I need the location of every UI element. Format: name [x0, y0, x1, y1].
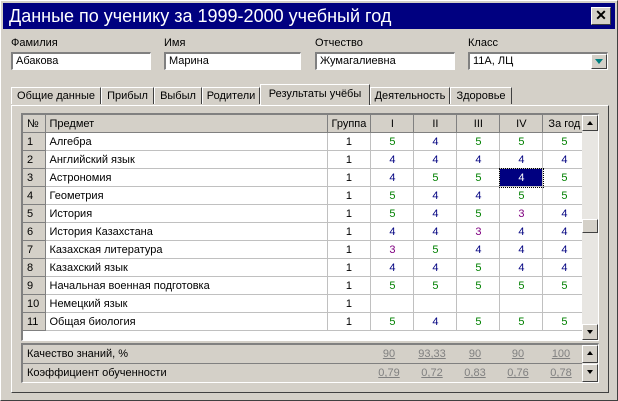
class-select-value: 11А, ЛЦ [473, 55, 514, 67]
subject-cell[interactable]: Казахский язык [45, 259, 327, 277]
col-header-year[interactable]: За год [543, 115, 586, 133]
tab-parents[interactable]: Родители [202, 87, 260, 104]
grid-scrollbar[interactable] [582, 115, 598, 340]
row-num: 8 [23, 259, 45, 277]
summary-value: 90 [511, 348, 525, 360]
table-row [23, 151, 586, 169]
grades-table [23, 115, 586, 331]
summary-row-quality [23, 345, 583, 364]
grade-cell[interactable]: 4 [543, 151, 586, 169]
group-cell[interactable]: 1 [327, 295, 371, 313]
grade-cell[interactable] [457, 295, 500, 313]
grade-cell[interactable] [414, 295, 457, 313]
table-row [23, 133, 586, 151]
summary-label: Коэффициент обученности [27, 367, 167, 379]
grade-cell[interactable] [500, 295, 543, 313]
row-num: 6 [23, 223, 45, 241]
tab-health[interactable]: Здоровье [450, 87, 512, 104]
col-header-q3[interactable]: III [457, 115, 500, 133]
patronymic-field[interactable]: Жумагалиевна [315, 52, 455, 70]
table-row [23, 313, 586, 331]
name-label: Имя [164, 37, 186, 49]
grade-cell[interactable]: 5 [371, 277, 414, 295]
grade-cell[interactable]: 5 [457, 313, 500, 331]
window-title: Данные по ученику за 1999-2000 учебный год [9, 6, 392, 26]
table-row [23, 187, 586, 205]
selected-grade-cell[interactable]: 4 [500, 169, 543, 187]
grade-cell[interactable]: 4 [500, 151, 543, 169]
title-bar [3, 3, 615, 29]
grade-cell[interactable]: 5 [414, 169, 457, 187]
grade-cell[interactable]: 5 [371, 133, 414, 151]
row-num: 7 [23, 241, 45, 259]
table-row [23, 223, 586, 241]
subject-cell[interactable]: Английский язык [45, 151, 327, 169]
arrow-down-icon [587, 330, 593, 334]
summary-value: 100 [551, 348, 571, 360]
table-row [23, 205, 586, 223]
tab-general[interactable]: Общие данные [11, 87, 101, 104]
scroll-down-button[interactable] [582, 324, 598, 340]
grade-cell[interactable]: 5 [371, 313, 414, 331]
summary-value: 90 [382, 348, 396, 360]
table-row [23, 241, 586, 259]
grade-cell[interactable]: 5 [500, 133, 543, 151]
class-select[interactable] [468, 52, 608, 70]
row-num: 9 [23, 277, 45, 295]
grade-cell[interactable]: 5 [414, 241, 457, 259]
grade-cell[interactable]: 4 [457, 187, 500, 205]
close-button[interactable]: ✕ [591, 7, 611, 25]
row-num: 3 [23, 169, 45, 187]
grade-cell[interactable]: 3 [371, 241, 414, 259]
grade-cell[interactable]: 5 [543, 313, 586, 331]
class-dropdown-button[interactable] [591, 54, 607, 69]
grade-cell[interactable]: 3 [457, 223, 500, 241]
surname-field[interactable]: Абакова [11, 52, 151, 70]
row-num: 2 [23, 151, 45, 169]
grades-grid[interactable] [21, 113, 599, 341]
summary-value: 90 [468, 348, 482, 360]
grade-cell[interactable]: 5 [543, 187, 586, 205]
scroll-thumb[interactable] [582, 219, 598, 233]
grade-cell[interactable]: 5 [371, 187, 414, 205]
grade-cell[interactable] [543, 295, 586, 313]
summary-value: 0,76 [507, 367, 529, 379]
summary-label: Качество знаний, % [27, 348, 129, 360]
grade-cell[interactable]: 4 [414, 187, 457, 205]
subject-cell[interactable]: Казахская литература [45, 241, 327, 259]
grade-cell[interactable]: 4 [414, 313, 457, 331]
summary-panel [21, 343, 599, 383]
subject-cell[interactable]: История [45, 205, 327, 223]
tab-results[interactable]: Результаты учёбы [260, 84, 370, 105]
patronymic-label: Отчество [315, 37, 363, 49]
grade-cell[interactable]: 5 [500, 277, 543, 295]
grade-cell[interactable]: 4 [457, 241, 500, 259]
group-cell[interactable]: 1 [327, 133, 371, 151]
group-cell[interactable]: 1 [327, 259, 371, 277]
row-num: 5 [23, 205, 45, 223]
grade-cell[interactable]: 4 [414, 151, 457, 169]
row-num: 1 [23, 133, 45, 151]
subject-cell[interactable]: Астрономия [45, 169, 327, 187]
grade-cell[interactable]: 5 [543, 169, 586, 187]
summary-value: 0,78 [550, 367, 572, 379]
tab-activity[interactable]: Деятельность [370, 87, 450, 104]
subject-cell[interactable]: Начальная военная подготовка [45, 277, 327, 295]
arrow-down-icon [587, 370, 593, 374]
name-field[interactable]: Марина [164, 52, 301, 70]
summary-row-coefficient [23, 364, 583, 383]
grade-cell[interactable]: 5 [371, 205, 414, 223]
grade-cell[interactable]: 4 [371, 259, 414, 277]
summary-scroll-up[interactable] [582, 345, 598, 363]
grade-cell[interactable]: 4 [371, 151, 414, 169]
grade-cell[interactable]: 4 [543, 205, 586, 223]
col-header-group[interactable]: Группа [327, 115, 371, 133]
grade-cell[interactable]: 5 [500, 187, 543, 205]
grade-cell[interactable]: 5 [543, 133, 586, 151]
grade-cell[interactable]: 4 [500, 241, 543, 259]
subject-cell[interactable]: Немецкий язык [45, 295, 327, 313]
group-cell[interactable]: 1 [327, 187, 371, 205]
subject-cell[interactable]: Геометрия [45, 187, 327, 205]
scroll-up-button[interactable] [582, 115, 598, 131]
col-header-q1[interactable]: I [371, 115, 414, 133]
grade-cell[interactable]: 5 [500, 313, 543, 331]
summary-scroll-down[interactable] [582, 364, 598, 382]
summary-value: 0,72 [421, 367, 443, 379]
col-header-q2[interactable]: II [414, 115, 457, 133]
grade-cell[interactable]: 3 [500, 205, 543, 223]
grade-cell[interactable]: 4 [371, 169, 414, 187]
row-num: 10 [23, 295, 45, 313]
grade-cell[interactable]: 4 [414, 205, 457, 223]
grade-cell[interactable]: 5 [414, 277, 457, 295]
grade-cell[interactable]: 4 [543, 223, 586, 241]
row-num: 11 [23, 313, 45, 331]
subject-cell[interactable]: История Казахстана [45, 223, 327, 241]
row-num: 4 [23, 187, 45, 205]
group-cell[interactable]: 1 [327, 205, 371, 223]
tab-arrived[interactable]: Прибыл [101, 87, 154, 104]
grade-cell[interactable]: 5 [457, 277, 500, 295]
grade-cell[interactable]: 4 [414, 133, 457, 151]
col-header-num[interactable]: № [23, 115, 45, 133]
grade-cell[interactable]: 4 [414, 223, 457, 241]
subject-cell[interactable]: Алгебра [45, 133, 327, 151]
grade-cell[interactable]: 4 [543, 241, 586, 259]
grade-cell[interactable]: 5 [457, 205, 500, 223]
table-row [23, 277, 586, 295]
grade-cell[interactable]: 4 [500, 223, 543, 241]
grade-cell[interactable]: 5 [457, 133, 500, 151]
tab-left[interactable]: Выбыл [154, 87, 202, 104]
grade-cell[interactable]: 4 [457, 151, 500, 169]
table-row [23, 295, 586, 313]
group-cell[interactable]: 1 [327, 313, 371, 331]
group-cell[interactable]: 1 [327, 169, 371, 187]
grade-cell[interactable]: 5 [457, 169, 500, 187]
arrow-up-icon [587, 351, 593, 355]
grade-cell[interactable]: 5 [457, 259, 500, 277]
table-row [23, 169, 586, 187]
group-cell[interactable]: 1 [327, 223, 371, 241]
summary-value: 0,83 [464, 367, 486, 379]
class-label: Класс [468, 37, 498, 49]
col-header-subject[interactable]: Предмет [45, 115, 327, 133]
grade-cell[interactable]: 4 [371, 223, 414, 241]
group-cell[interactable]: 1 [327, 151, 371, 169]
chevron-down-icon [595, 59, 603, 64]
summary-scrollbar[interactable] [582, 345, 598, 382]
grade-cell[interactable]: 4 [500, 259, 543, 277]
arrow-up-icon [587, 121, 593, 125]
summary-value: 93,33 [418, 348, 446, 360]
grade-cell[interactable] [371, 295, 414, 313]
surname-label: Фамилия [11, 37, 58, 49]
grade-cell[interactable]: 4 [414, 259, 457, 277]
grade-cell[interactable]: 4 [543, 259, 586, 277]
summary-value: 0,79 [378, 367, 400, 379]
col-header-q4[interactable]: IV [500, 115, 543, 133]
grade-cell[interactable]: 5 [543, 277, 586, 295]
subject-cell[interactable]: Общая биология [45, 313, 327, 331]
group-cell[interactable]: 1 [327, 241, 371, 259]
table-row [23, 259, 586, 277]
header-row [23, 115, 586, 133]
group-cell[interactable]: 1 [327, 277, 371, 295]
